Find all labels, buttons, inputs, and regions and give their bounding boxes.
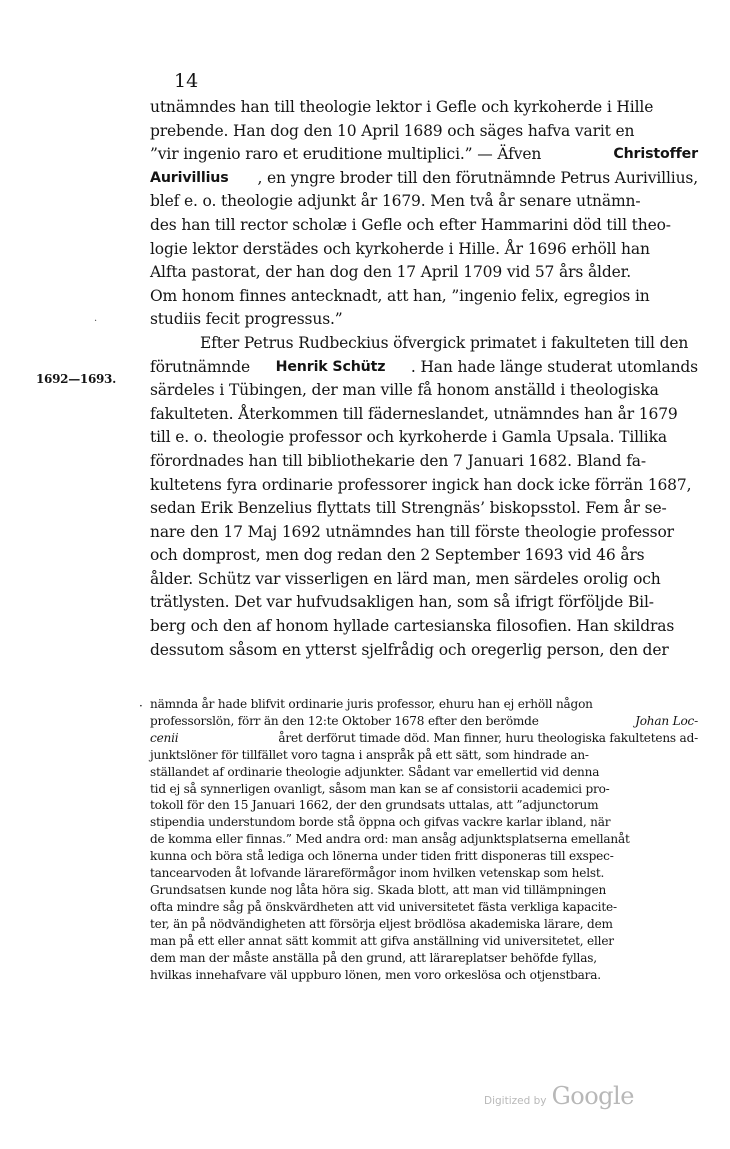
- text-line: [150, 238, 698, 262]
- footnote-line: [150, 967, 698, 984]
- text-segment: berg och den af honom hyllade cartesianska filosofien. Han skildras: [150, 617, 675, 636]
- footnote-segment: junktslöner för tillfället voro tagna i anspråk på ett sätt, som hindrade an-: [150, 747, 589, 762]
- text-segment: studiis fecit progressus.”: [150, 310, 343, 329]
- text-segment: Om honom finnes antecknadt, att han, ”ingenio felix, egregios in: [150, 286, 650, 305]
- main-text: [150, 96, 698, 662]
- text-line: [150, 285, 698, 309]
- text-segment: sedan Erik Benzelius flyttats till Strengnäs’ biskopsstol. Fem år se-: [150, 499, 667, 518]
- text-segment: och domprost, men dog redan den 2 September 1693 vid 46 års: [150, 546, 645, 565]
- text-segment: trätlysten. Det var hufvudsakligen han, som så ifrigt förföljde Bil-: [150, 593, 654, 612]
- text-line: [150, 214, 698, 238]
- footnote-segment: ofta mindre såg på önskvärdheten att vid universitetet fästa verkliga kapacite-: [150, 899, 617, 914]
- footnote-segment: professorslön, förr än den 12:te Oktober 1678 efter den berömde: [150, 713, 539, 728]
- text-segment: logie lektor derstädes och kyrkoherde i Hille. År 1696 erhöll han: [150, 239, 650, 258]
- person-name: Christoffer: [613, 146, 698, 163]
- footnote-segment: kunna och böra stå lediga och lönerna under tiden fritt disponeras till exspec-: [150, 849, 614, 864]
- footnote-line: [150, 848, 698, 865]
- text-segment: kultetens fyra ordinarie professorer ingick han dock icke förrän 1687,: [150, 475, 692, 494]
- footnote-segment: dem man der måste anställa på den grund, att lärareplatser behöfde fyllas,: [150, 950, 597, 965]
- footnote-segment: ter, än på nödvändigheten att försörja eljest brödlösa akademiska lärare, dem: [150, 916, 613, 931]
- digitized-watermark: [484, 1082, 634, 1110]
- footnote-line: [150, 797, 698, 814]
- footnote-segment: året derförut timade död. Man finner, huru theologiska fakultetens ad-: [278, 730, 698, 745]
- footnote-segment: ställandet af ordinarie theologie adjunkter. Sådant var emellertid vid denna: [150, 764, 600, 779]
- footnote-segment: Grundsatsen kunde nog låta höra sig. Skada blott, att man vid tillämpningen: [150, 882, 607, 897]
- footnote-line: [150, 713, 698, 730]
- footnote-line: [150, 696, 698, 713]
- stray-mark: ·: [94, 316, 98, 327]
- footnote-segment: hvilkas innehafvare väl uppburo lönen, men voro orkeslösa och otjenstbara.: [150, 967, 601, 982]
- footnote-segment: tancearvoden åt lofvande lärareförmågor inom hvilken vetenskap som helst.: [150, 866, 605, 881]
- page-number: 14: [174, 70, 199, 92]
- footnote-line: [150, 899, 698, 916]
- footnote-line: [150, 781, 698, 798]
- text-line: [150, 615, 698, 639]
- footnote-segment: tid ej så synnerligen ovanligt, såsom man kan se af consistorii academici pro-: [150, 781, 610, 796]
- footnote-line: [150, 882, 698, 899]
- text-line: [150, 403, 698, 427]
- text-segment: nare den 17 Maj 1692 utnämndes han till förste theologie professor: [150, 522, 674, 541]
- footnote-segment: man på ett eller annat sätt kommit att gifva anställning vid universitetet, eller: [150, 933, 614, 948]
- text-line: [150, 190, 698, 214]
- text-line: [150, 639, 698, 663]
- text-line: [150, 261, 698, 285]
- text-segment: till e. o. theologie professor och kyrkoherde i Gamla Upsala. Tillika: [150, 428, 667, 447]
- digitized-prefix: Digitized by: [484, 1095, 547, 1107]
- text-segment: särdeles i Tübingen, der man ville få honom anställd i theologiska: [150, 381, 659, 400]
- text-segment: förutnämnde: [150, 357, 251, 376]
- footnote-line: [150, 814, 698, 831]
- text-line: [150, 474, 698, 498]
- footnote-line: [150, 933, 698, 950]
- text-line: [150, 308, 698, 332]
- text-segment: . Han hade länge studerat utomlands: [410, 357, 698, 376]
- text-segment: blef e. o. theologie adjunkt år 1679. Men två år senare utnämn-: [150, 192, 641, 211]
- text-segment: utnämndes han till theologie lektor i Gefle och kyrkoherde i Hille: [150, 98, 654, 116]
- footnote-segment: nämnda år hade blifvit ordinarie juris professor, ehuru han ej erhöll någon: [150, 697, 593, 711]
- person-name: Johan Loc-: [635, 713, 698, 728]
- margin-note-years: 1692—1693.: [36, 372, 116, 386]
- google-logo: Google: [551, 1082, 634, 1110]
- text-line: [150, 120, 698, 144]
- person-name: cenii: [150, 730, 179, 745]
- text-line: [150, 521, 698, 545]
- text-segment: fakulteten. Återkommen till fäderneslandet, utnämndes han år 1679: [150, 404, 678, 423]
- footnote-line: [150, 865, 698, 882]
- text-line: [150, 356, 698, 380]
- footnote-line: [150, 831, 698, 848]
- text-line: [150, 568, 698, 592]
- person-name: Henrik Schütz: [275, 358, 386, 375]
- text-segment: des han till rector scholæ i Gefle och efter Hammarini död till theo-: [150, 215, 671, 234]
- text-line: [150, 450, 698, 474]
- footnote-line: [150, 950, 698, 967]
- text-line: [150, 497, 698, 521]
- footnote-segment: stipendia understundom borde stå öppna och gifvas vackre karlar ibland, när: [150, 815, 611, 830]
- footnote-segment: tokoll för den 15 Januari 1662, der den grundsats uttalas, att ”adjunctorum: [150, 798, 599, 813]
- person-name: Aurivillius: [150, 169, 229, 186]
- text-segment: ”vir ingenio raro et eruditione multiplici.” — Äfven: [150, 145, 542, 164]
- footnote-line: [150, 747, 698, 764]
- text-line: [150, 167, 698, 191]
- text-line: [150, 591, 698, 615]
- text-segment: ålder. Schütz var visserligen en lärd man, men särdeles orolig och: [150, 569, 661, 588]
- footnote-text: [150, 696, 698, 983]
- footnote-segment: de komma eller finnas.” Med andra ord: man ansåg adjunktsplatserna emellanåt: [150, 832, 630, 847]
- footnote-line: [150, 764, 698, 781]
- text-segment: Efter Petrus Rudbeckius öfvergick primatet i fakulteten till den: [200, 333, 689, 352]
- text-segment: Alfta pastorat, der han dog den 17 April 1709 vid 57 års ålder.: [150, 263, 631, 282]
- text-segment: prebende. Han dog den 10 April 1689 och säges hafva varit en: [150, 121, 635, 140]
- footnote-line: [150, 916, 698, 933]
- text-line: [150, 426, 698, 450]
- text-line: [150, 544, 698, 568]
- text-line: [150, 332, 698, 356]
- text-segment: förordnades han till bibliothekarie den 7 Januari 1682. Bland fa-: [150, 451, 646, 470]
- text-line: [150, 143, 698, 167]
- text-segment: , en yngre broder till den förutnämnde Petrus Aurivillius,: [257, 168, 698, 187]
- footnote-line: [150, 730, 698, 747]
- text-segment: dessutom såsom en ytterst sjelfrådig och oregerlig person, den der: [150, 640, 669, 659]
- footnote-marker: ·: [139, 699, 143, 713]
- text-line: [150, 379, 698, 403]
- text-line: [150, 96, 698, 120]
